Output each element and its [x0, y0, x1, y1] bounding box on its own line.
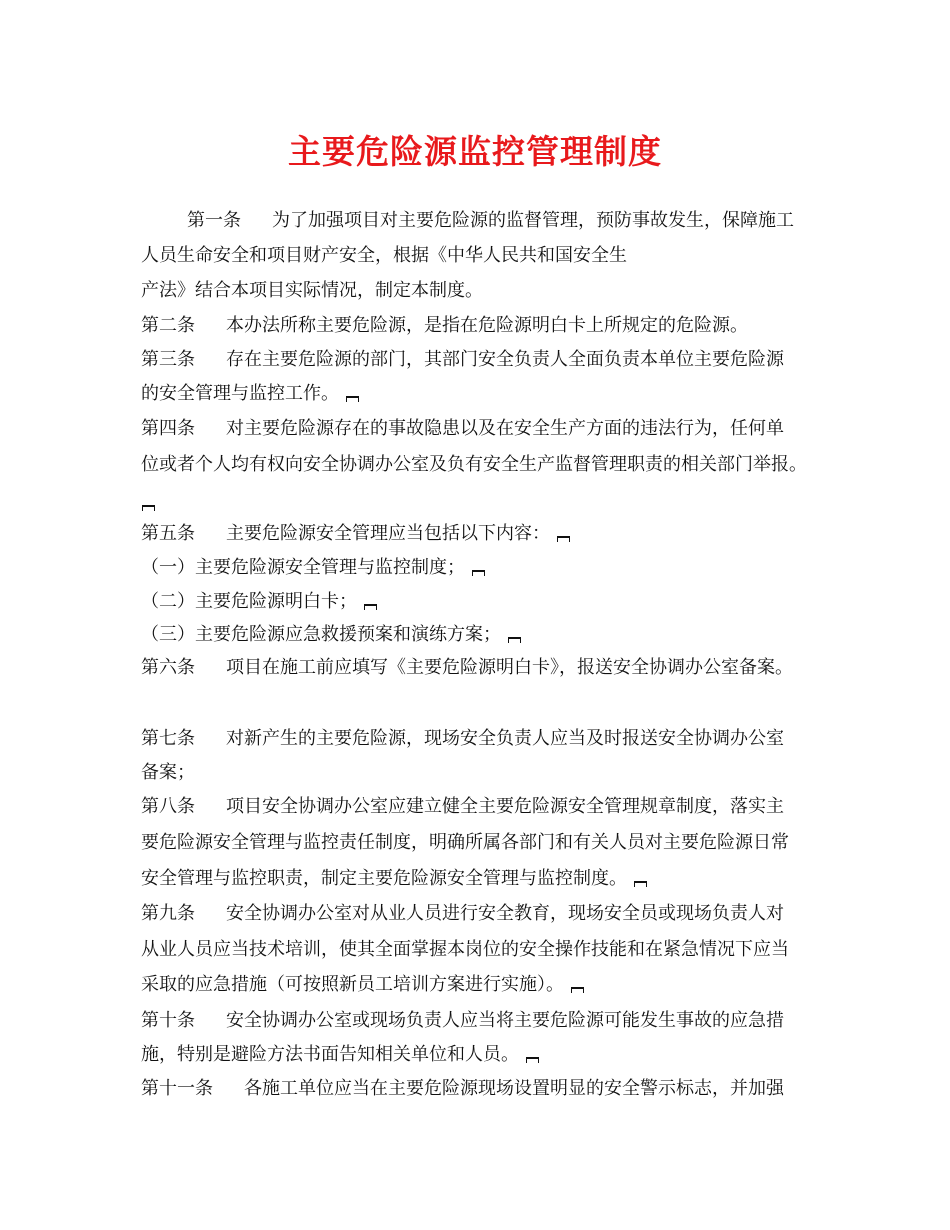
article-label: 第五条	[141, 523, 195, 544]
article-text: 人员生命安全和项目财产安全，根据《中华人民共和国安全生	[141, 245, 627, 266]
list-item-2	[141, 591, 378, 613]
paragraph-mark-icon	[345, 394, 360, 402]
article-1-line-2	[141, 245, 627, 267]
article-4-line-2	[141, 454, 807, 476]
article-label: 第九条	[141, 903, 195, 924]
article-11-line-1	[141, 1078, 784, 1100]
paragraph-mark-icon	[141, 503, 156, 511]
article-1-line-1	[141, 210, 794, 232]
article-text: 存在主要危险源的部门，其部门安全负责人全面负责本单位主要危险源	[226, 349, 784, 370]
document-title: 主要危险源监控管理制度	[288, 132, 662, 171]
list-item-text: （二）主要危险源明白卡；	[141, 591, 357, 612]
article-7-line-1	[141, 728, 784, 750]
paragraph-mark-icon	[525, 1055, 540, 1063]
article-text: 产法》结合本项目实际情况，制定本制度。	[141, 280, 483, 301]
article-8-line-1	[141, 796, 784, 818]
article-text: 要危险源安全管理与监控责任制度，明确所属各部门和有关人员对主要危险源日常	[141, 832, 789, 853]
article-text: 对新产生的主要危险源，现场安全负责人应当及时报送安全协调办公室	[226, 728, 784, 749]
article-label: 第六条	[141, 657, 195, 678]
article-text: 项目安全协调办公室应建立健全主要危险源安全管理规章制度，落实主	[226, 796, 784, 817]
article-text: 为了加强项目对主要危险源的监督管理，预防事故发生，保障施工	[272, 210, 794, 231]
article-label: 第八条	[141, 796, 195, 817]
paragraph-mark-icon	[471, 568, 486, 576]
article-8-line-3	[141, 868, 648, 890]
paragraph-mark-icon	[570, 985, 585, 993]
article-text: 备案；	[141, 762, 195, 783]
list-item-text: （三）主要危险源应急救援预案和演练方案；	[141, 624, 501, 645]
article-label: 第三条	[141, 349, 195, 370]
paragraph-mark-icon	[363, 602, 378, 610]
article-text: 施，特别是避险方法书面告知相关单位和人员。	[141, 1044, 519, 1065]
article-text: 项目在施工前应填写《主要危险源明白卡》，报送安全协调办公室备案。	[226, 657, 793, 678]
article-7-line-2	[141, 762, 195, 784]
paragraph-mark-icon	[507, 635, 522, 643]
article-text: 各施工单位应当在主要危险源现场设置明显的安全警示标志，并加强	[244, 1078, 784, 1099]
article-1-line-3	[141, 280, 483, 302]
article-4-line-1	[141, 418, 784, 440]
article-8-line-2	[141, 832, 789, 854]
article-10-line-1	[141, 1010, 784, 1032]
article-text: 本办法所称主要危险源，是指在危险源明白卡上所规定的危险源。	[226, 315, 748, 336]
article-4-line-3	[141, 492, 156, 514]
article-label: 第十一条	[141, 1078, 213, 1099]
article-3-line-1	[141, 349, 784, 371]
article-text: 采取的应急措施（可按照新员工培训方案进行实施）。	[141, 974, 564, 995]
article-text: 对主要危险源存在的事故隐患以及在安全生产方面的违法行为，任何单	[226, 418, 784, 439]
article-label: 第二条	[141, 315, 195, 336]
article-label: 第四条	[141, 418, 195, 439]
article-label: 第十条	[141, 1010, 195, 1031]
article-label: 第七条	[141, 728, 195, 749]
article-9-line-2	[141, 939, 789, 961]
article-text: 位或者个人均有权向安全协调办公室及负有安全生产监督管理职责的相关部门举报。	[141, 454, 807, 475]
article-9-line-1	[141, 903, 784, 925]
article-2-line-1	[141, 315, 748, 337]
article-10-line-2	[141, 1044, 540, 1066]
article-text: 安全协调办公室或现场负责人应当将主要危险源可能发生事故的应急措	[226, 1010, 784, 1031]
article-text: 安全管理与监控职责，制定主要危险源安全管理与监控制度。	[141, 868, 627, 889]
list-item-text: （一）主要危险源安全管理与监控制度；	[141, 557, 465, 578]
article-5-line-1	[141, 523, 571, 545]
article-text: 从业人员应当技术培训，使其全面掌握本岗位的安全操作技能和在紧急情况下应当	[141, 939, 789, 960]
article-text: 的安全管理与监控工作。	[141, 383, 339, 404]
article-label: 第一条	[187, 210, 241, 231]
article-3-line-2	[141, 383, 360, 405]
article-text: 主要危险源安全管理应当包括以下内容：	[226, 523, 550, 544]
article-6-line-1	[141, 657, 793, 679]
paragraph-mark-icon	[633, 879, 648, 887]
paragraph-mark-icon	[556, 534, 571, 542]
article-9-line-3	[141, 974, 585, 996]
list-item-3	[141, 624, 522, 646]
article-text: 安全协调办公室对从业人员进行安全教育，现场安全员或现场负责人对	[226, 903, 784, 924]
list-item-1	[141, 557, 486, 579]
